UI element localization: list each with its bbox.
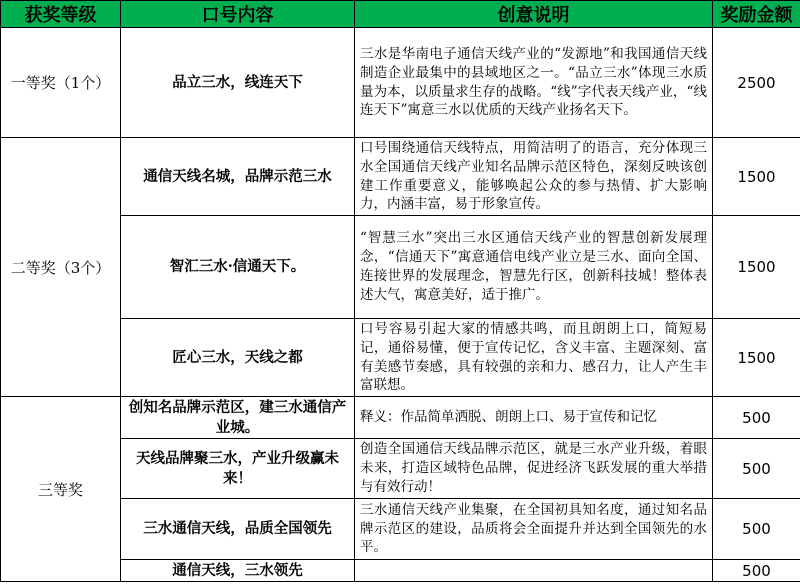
amount-cell: 1500: [713, 138, 800, 216]
header-level: 获奖等级: [1, 1, 121, 28]
amount-cell: 500: [713, 397, 800, 439]
amount-cell: 500: [713, 499, 800, 560]
slogan-cell: 天线品牌聚三水，产业升级赢未来！: [121, 439, 355, 499]
slogan-cell: 创知名品牌示范区，建三水通信产业城。: [121, 397, 355, 439]
amount-cell: 500: [713, 439, 800, 499]
table-row: [1, 28, 800, 138]
table-row: [1, 216, 800, 319]
description-cell: [355, 560, 713, 582]
slogan-cell: 三水通信天线，品质全国领先: [121, 499, 355, 560]
slogan-cell: 智汇三水·信通天下。: [121, 216, 355, 319]
header-description: 创意说明: [355, 1, 713, 28]
amount-cell: 1500: [713, 216, 800, 319]
amount-cell: 2500: [713, 28, 800, 138]
description-cell: “智慧三水”突出三水区通信天线产业的智慧创新发展理念，“信通天下”寓意通信电线产业立是三水、面向全国、连接世界的发展理念，智慧先行区，创新科技城！整体表述大气，寓意美好，适于推广。: [355, 216, 713, 319]
table-row: [1, 439, 800, 499]
table-row: [1, 397, 800, 439]
slogan-cell: 通信天线名城，品牌示范三水: [121, 138, 355, 216]
level-first: 一等奖（1个）: [1, 28, 121, 138]
description-cell: 口号容易引起大家的情感共鸣，而且朗朗上口，简短易记，通俗易懂，便于宣传记忆，含义丰富、主题深刻、富有美感节奏感，具有较强的亲和力、感召力，让人产生丰富联想。: [355, 319, 713, 397]
amount-cell: 1500: [713, 319, 800, 397]
table-row: [1, 319, 800, 397]
description-cell: 创造全国通信天线品牌示范区，就是三水产业升级，着眼未来，打造区域特色品牌，促进经济飞跃发展的重大举措与有效行动！: [355, 439, 713, 499]
level-second: 二等奖（3个）: [1, 138, 121, 397]
table-row: [1, 560, 800, 582]
header-slogan: 口号内容: [121, 1, 355, 28]
description-cell: 释义：作品简单洒脱、朗朗上口、易于宣传和记忆: [355, 397, 713, 439]
table-row: [1, 499, 800, 560]
header-row: [1, 1, 800, 28]
slogan-cell: 通信天线，三水领先: [121, 560, 355, 582]
slogan-cell: 匠心三水，天线之都: [121, 319, 355, 397]
description-cell: 三水通信天线产业集聚，在全国初具知名度，通过知名品牌示范区的建设，品质将会全面提升并达到全国领先的水平。: [355, 499, 713, 560]
level-third: 三等奖: [1, 397, 121, 582]
slogan-cell: 品立三水，线连天下: [121, 28, 355, 138]
description-cell: 口号围绕通信天线特点，用简洁明了的语言，充分体现三水全国通信天线产业知名品牌示范区特色，深刻反映该创建工作重要意义，能够唤起公众的参与热情、扩大影响力，内涵丰富，易于形象宣传。: [355, 138, 713, 216]
description-cell: 三水是华南电子通信天线产业的“发源地”和我国通信天线制造企业最集中的县域地区之一。“品立三水”体现三水质量为本，以质量求生存的战略。“线”字代表天线产业，“线连天下”寓意三水以优质的天线产业扬名天下。: [355, 28, 713, 138]
header-amount: 奖励金额: [713, 1, 800, 28]
amount-cell: 500: [713, 560, 800, 582]
table-row: [1, 138, 800, 216]
